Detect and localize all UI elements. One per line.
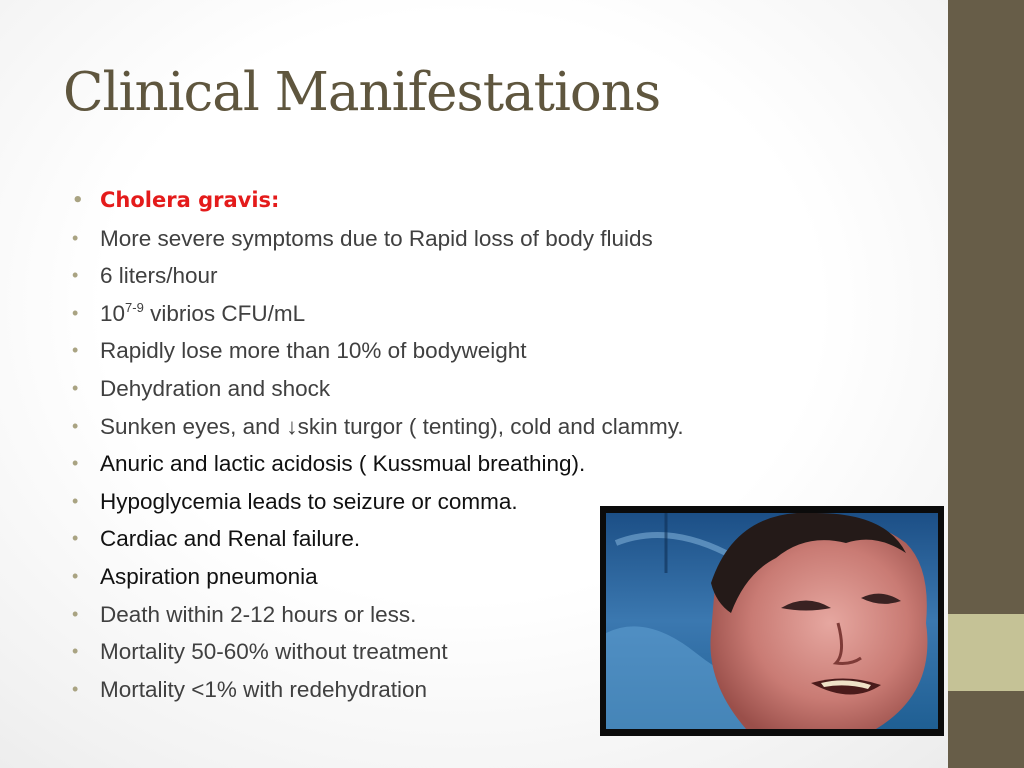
bullet-item [70,182,684,220]
bullet-item [70,257,684,295]
slide-title: Clinical Manifestations [63,62,661,123]
bullet-icon: • [72,678,79,699]
bullet-item [70,633,684,671]
bullet-text: Mortality 50-60% without treatment [100,639,448,665]
bullet-item [70,596,684,634]
bullet-text: Aspiration pneumonia [100,563,318,589]
bullet-item [70,445,684,483]
patient-photo [600,506,944,736]
bullet-list [70,182,684,708]
bullet-item [70,520,684,558]
bullet-item [70,483,684,521]
bullet-icon: • [72,302,79,323]
bullet-icon: • [72,490,79,511]
bullet-item [70,408,684,446]
bullet-text: Mortality <1% with redehydration [100,676,428,702]
bullet-icon: • [72,340,79,361]
bullet-icon: • [72,453,79,474]
bullet-text: Rapidly lose more than 10% of bodyweight [100,338,527,364]
bullet-icon: • [72,528,79,549]
bullet-icon: • [72,377,79,398]
bullet-item [70,671,684,709]
bullet-text: Anuric and lactic acidosis ( Kussmual breathing). [100,451,586,477]
bullet-text: Cholera gravis: [100,188,280,212]
bullet-text-rest: vibrios CFU/mL [143,300,306,326]
bullet-item [70,220,684,258]
bullet-text: More severe symptoms due to Rapid loss of body fluids [100,225,653,251]
side-accent-block [948,614,1024,691]
bullet-icon: • [72,415,79,436]
bullet-text-base: 10 [100,300,126,326]
bullet-item [70,558,684,596]
bullet-icon: • [72,265,79,286]
bullet-icon: • [72,603,79,624]
bullet-icon: • [72,565,79,586]
bullet-text: 6 liters/hour [100,263,218,289]
bullet-text: Death within 2-12 hours or less. [100,601,417,627]
bullet-text-exponent: 7-9 [125,299,144,315]
bullet-item [70,370,684,408]
bullet-text: Cardiac and Renal failure. [100,526,361,552]
patient-photo-illustration [606,513,938,729]
bullet-text: Hypoglycemia leads to seizure or comma. [100,488,518,514]
bullet-icon: • [72,190,84,211]
bullet-icon: • [72,227,79,248]
bullet-item [70,295,684,333]
bullet-icon: • [72,641,79,662]
bullet-text: Dehydration and shock [100,375,331,401]
bullet-item [70,332,684,370]
bullet-text: Sunken eyes, and ↓skin turgor ( tenting), cold and clammy. [100,413,684,439]
